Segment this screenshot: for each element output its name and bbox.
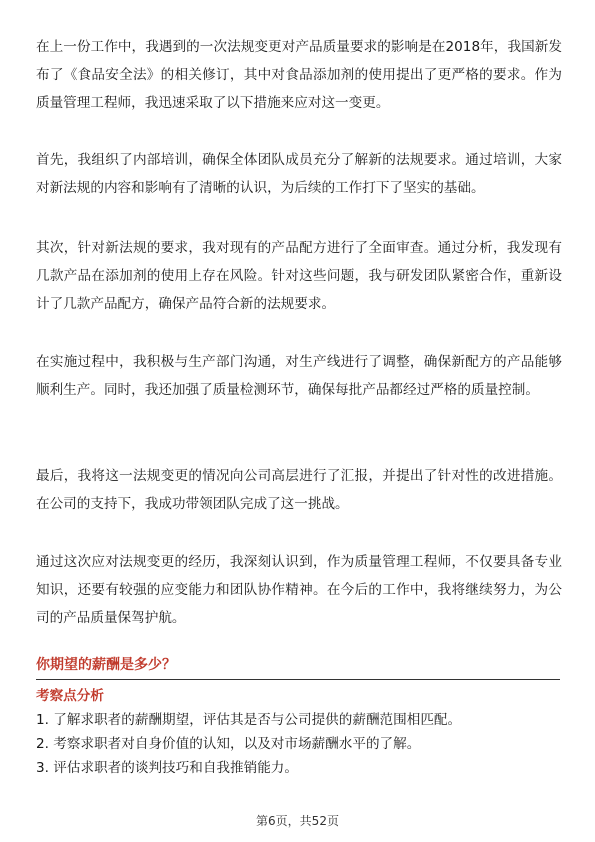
paragraph-formula-review: 其次，针对新法规的要求，我对现有的产品配方进行了全面审查。通过分析，我发现有几款产品在添加剂的使用上存在风险。针对这些问题，我与研发团队紧密合作，重新设计了几款产品配方，确保产品符合新的法规要求。 — [36, 240, 562, 312]
paragraph-training: 首先，我组织了内部培训，确保全体团队成员充分了解新的法规要求。通过培训，大家对新法规的内容和影响有了清晰的认识，为后续的工作打下了坚实的基础。 — [36, 152, 562, 196]
analysis-heading: 考察点分析 — [36, 688, 104, 704]
page-number-footer: 第6页，共52页 — [256, 814, 339, 828]
section-divider — [36, 679, 560, 680]
list-item: 1. 了解求职者的薪酬期望，评估其是否与公司提供的薪酬范围相匹配。 — [36, 712, 462, 728]
paragraph-implementation: 在实施过程中，我积极与生产部门沟通，对生产线进行了调整，确保新配方的产品能够顺利生产。同时，我还加强了质量检测环节，确保每批产品都经过严格的质量控制。 — [36, 354, 562, 398]
paragraph-conclusion: 通过这次应对法规变更的经历，我深刻认识到，作为质量管理工程师，不仅要具备专业知识，还要有较强的应变能力和团队协作精神。在今后的工作中，我将继续努力，为公司的产品质量保驾护航。 — [36, 554, 562, 626]
paragraph-reporting: 最后，我将这一法规变更的情况向公司高层进行了汇报，并提出了针对性的改进措施。在公司的支持下，我成功带领团队完成了这一挑战。 — [36, 468, 562, 512]
list-item: 2. 考察求职者对自身价值的认知，以及对市场薪酬水平的了解。 — [36, 736, 421, 752]
analysis-list — [36, 708, 562, 780]
list-item: 3. 评估求职者的谈判技巧和自我推销能力。 — [36, 760, 298, 776]
question-heading: 你期望的薪酬是多少？ — [36, 657, 176, 673]
paragraph-intro: 在上一份工作中，我遇到的一次法规变更对产品质量要求的影响是在2018年，我国新发布了《食品安全法》的相关修订，其中对食品添加剂的使用提出了更严格的要求。作为质量管理工程师，我迅速采取了以下措施来应对这一变更。 — [36, 39, 562, 111]
